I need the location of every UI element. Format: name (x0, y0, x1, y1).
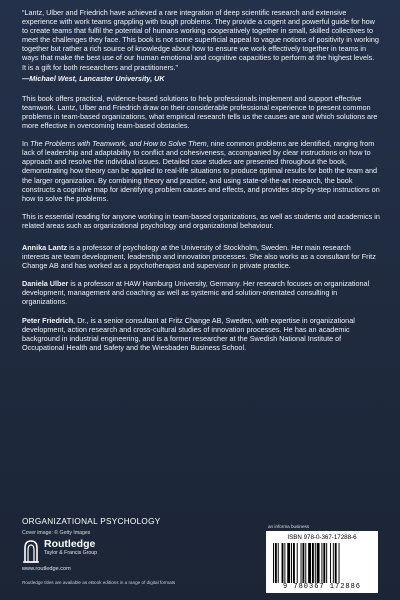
para2-prefix: In (22, 139, 31, 149)
cover-text-block (22, 8, 380, 361)
subject-category: ORGANIZATIONAL PSYCHOLOGY (22, 517, 161, 526)
ebook-footnote: Routledge titles are available as eBook editions in a range of digital formats (22, 580, 176, 585)
publisher-group: Taylor & Francis Group (44, 550, 98, 556)
routledge-tower-icon (22, 539, 40, 563)
author-bio-text: is a professor at HAW Hamburg University, Germany. Her research focuses on organizational development, management and coaching as well as systemic and solution-orientated consulting in organizations. (22, 279, 370, 307)
description-paragraph-1: This book offers practical, evidence-based solutions to help professionals implement and support effective teamwork. Lantz, Ulber and Friedrich draw on their considerable professional experience to present common problems in team-based organizations, what empirical research tells us the causes are and which solutions are more effective in overcoming team-based obstacles. (22, 93, 378, 131)
barcode-panel (266, 531, 378, 593)
author-name: Peter Friedrich (22, 315, 74, 325)
author-bio-lantz (22, 243, 380, 270)
author-bio-text: is a professor of psychology at the University of Stockholm, Sweden. Her main research interests are team development, leadership and innovation processes. She also works as a consultant for Fritz Change AB and has worked as a psychotherapist and supervisor in private practice. (22, 242, 376, 271)
description-paragraph-2 (22, 139, 380, 203)
informa-tagline: an informa business (268, 524, 310, 529)
book-title: The Problems with Teamwork, and How to Solve Them (30, 139, 207, 149)
publisher-website[interactable]: www.routledge.com (22, 566, 71, 572)
publisher-logo (22, 538, 162, 568)
barcode-icon (272, 543, 372, 583)
barcode-digits: 9 780367 172886 (282, 583, 361, 591)
author-bio-ulber (22, 279, 380, 306)
isbn-number: ISBN 978-0-367-17288-6 (287, 534, 357, 541)
author-name: Daniela Ulber (22, 279, 69, 289)
author-bio-text: , Dr., is a senior consultant at Fritz Change AB, Sweden, with expertise in organizational development, action research and cross-cultural studies of innovation processes. He has an academic background in industrial engineering, and is a former researcher at the Swedish National Institute of Occupational Health and Safety and the Wiesbaden Business School. (22, 315, 355, 352)
publisher-name: Routledge (44, 538, 96, 550)
author-bio-friedrich (22, 316, 380, 352)
author-name: Annika Lantz (22, 242, 68, 252)
cover-image-credit: Cover image: © Getty Images (22, 530, 91, 536)
description-paragraph-3: This is essential reading for anyone working in team-based organizations, as well as students and academics in related areas such as organizational psychology and organizational behaviour. (22, 211, 380, 230)
endorsement-quote: “Lantz, Ulber and Friedrich have achieved a rare integration of deep scientific research and extensive experience with work teams grappling with tough problems. They provide a cogent and powerful guide for how to create teams that fulfil the potential of humans working cooperatively together in small, skilled collectives to meet the challenges they face. This book is not some superficial appeal to vague notions of positivity in working together but rather a rich source of knowledge about how to ensure we work effectively together in teams in ways that make the best use of our human emotional and cognitive capacities to perform at the highest levels. It is a gift for both researchers and practitioners.” (22, 8, 379, 72)
para2-body: , nine common problems are identified, ranging from lack of leadership and adaptability to conflict and cohesiveness, accompanied by clear instructions on how to approach and resolve the individual issues. Detailed case studies are presented throughout the book, demonstrating how theory can be applied to real-life situations to produce optimal results for both the team and the larger organization. By combining theory and practice, and using state-of-the-art research, the book constructs a cognitive map for identifying problem causes and effects, and provides step-by-step instructions on how to solve the problems. (22, 139, 380, 203)
endorsement-author: —Michael West, Lancaster University, UK (22, 73, 165, 83)
